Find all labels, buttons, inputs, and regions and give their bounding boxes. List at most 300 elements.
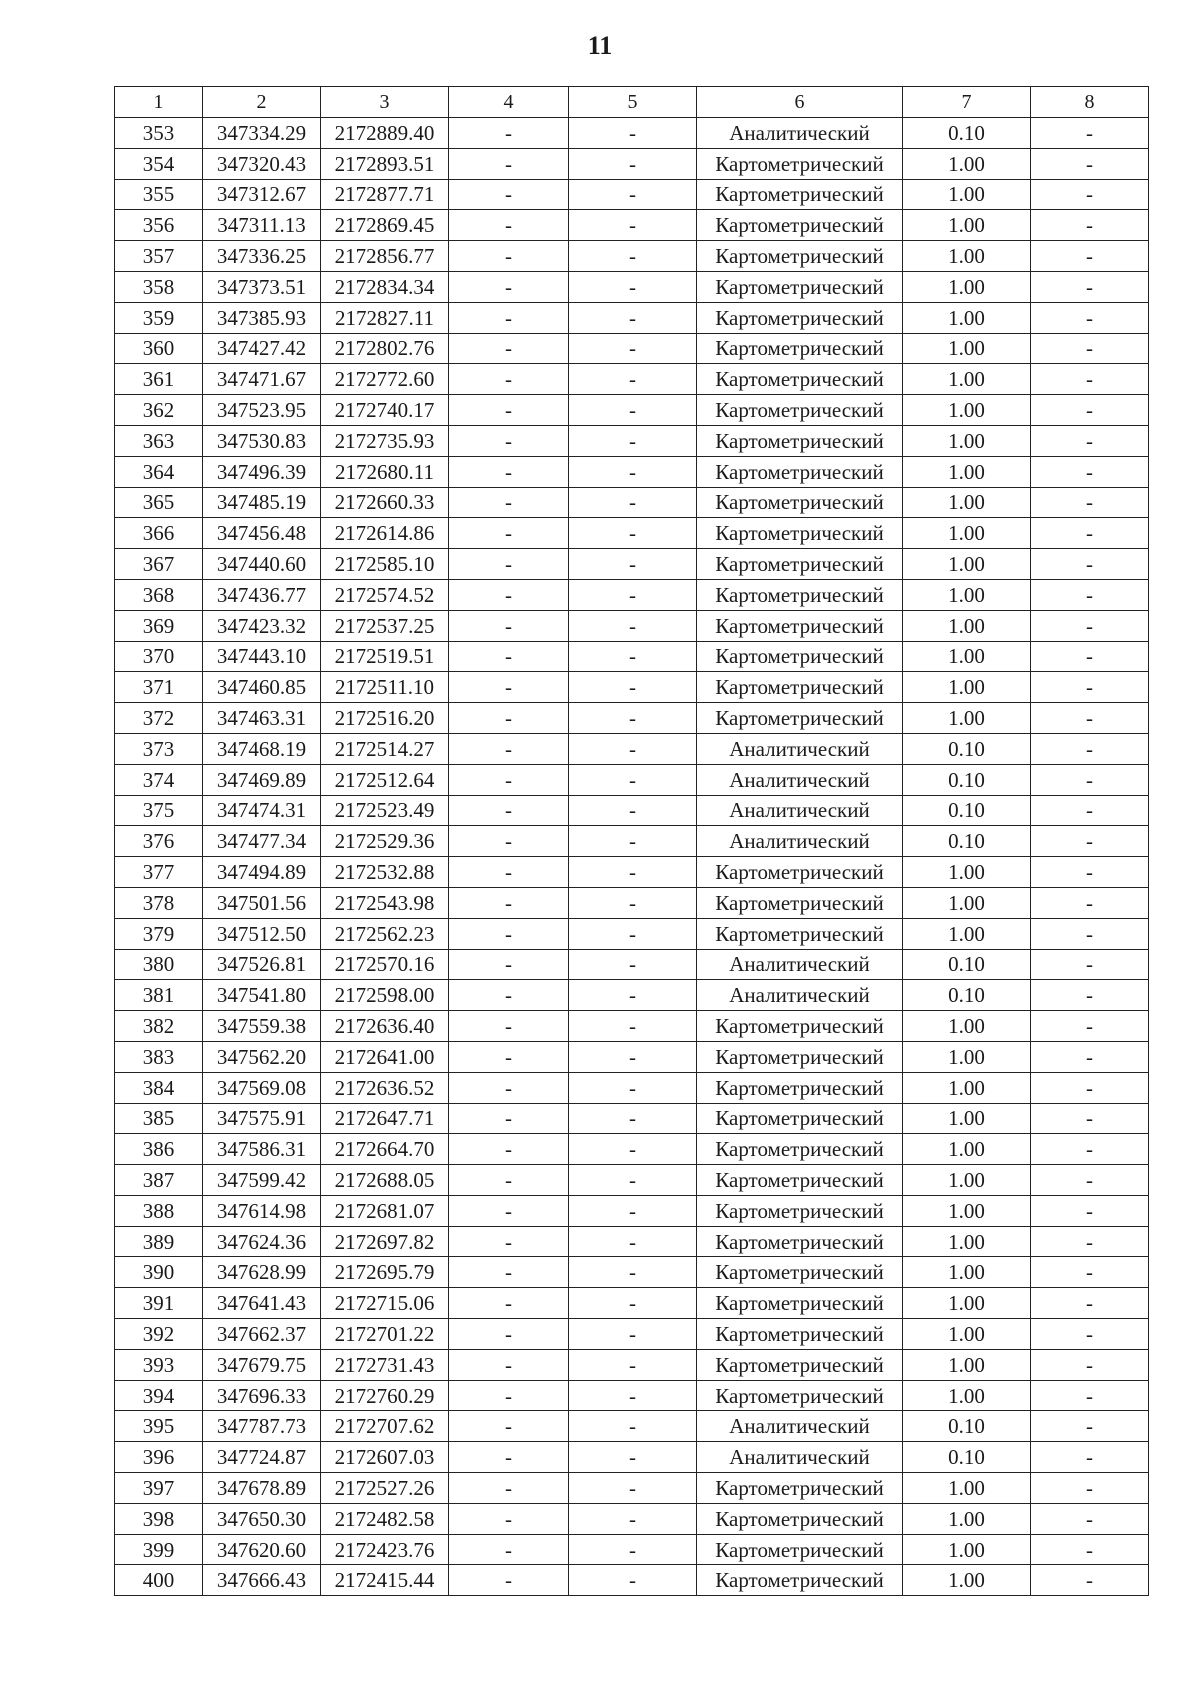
method-cell: Картометрический — [697, 610, 903, 641]
point-number-cell: 387 — [115, 1165, 203, 1196]
x-coordinate-cell: 347440.60 — [203, 549, 321, 580]
accuracy-cell: 1.00 — [903, 1288, 1031, 1319]
x-coordinate-cell: 347586.31 — [203, 1134, 321, 1165]
column-4-cell: - — [449, 764, 569, 795]
y-coordinate-cell: 2172607.03 — [321, 1442, 449, 1473]
column-4-cell: - — [449, 1319, 569, 1350]
table-row — [115, 148, 1149, 179]
table-row — [115, 1534, 1149, 1565]
point-number-cell: 365 — [115, 487, 203, 518]
column-5-cell: - — [569, 1319, 697, 1350]
x-coordinate-cell: 347468.19 — [203, 733, 321, 764]
column-5-cell: - — [569, 949, 697, 980]
column-4-cell: - — [449, 148, 569, 179]
column-5-cell: - — [569, 1503, 697, 1534]
column-4-cell: - — [449, 241, 569, 272]
x-coordinate-cell: 347724.87 — [203, 1442, 321, 1473]
column-4-cell: - — [449, 826, 569, 857]
point-number-cell: 379 — [115, 918, 203, 949]
method-cell: Картометрический — [697, 364, 903, 395]
point-number-cell: 360 — [115, 333, 203, 364]
x-coordinate-cell: 347460.85 — [203, 672, 321, 703]
header-cell: 7 — [903, 87, 1031, 118]
x-coordinate-cell: 347787.73 — [203, 1411, 321, 1442]
y-coordinate-cell: 2172760.29 — [321, 1380, 449, 1411]
point-number-cell: 370 — [115, 641, 203, 672]
table-row — [115, 857, 1149, 888]
point-number-cell: 378 — [115, 887, 203, 918]
accuracy-cell: 1.00 — [903, 1134, 1031, 1165]
method-cell: Аналитический — [697, 1442, 903, 1473]
table-row — [115, 1319, 1149, 1350]
table-row — [115, 518, 1149, 549]
column-4-cell: - — [449, 1565, 569, 1596]
x-coordinate-cell: 347624.36 — [203, 1226, 321, 1257]
point-number-cell: 371 — [115, 672, 203, 703]
accuracy-cell: 1.00 — [903, 1319, 1031, 1350]
column-5-cell: - — [569, 1103, 697, 1134]
y-coordinate-cell: 2172697.82 — [321, 1226, 449, 1257]
column-8-cell: - — [1031, 518, 1149, 549]
table-row — [115, 703, 1149, 734]
column-5-cell: - — [569, 579, 697, 610]
x-coordinate-cell: 347650.30 — [203, 1503, 321, 1534]
accuracy-cell: 1.00 — [903, 518, 1031, 549]
y-coordinate-cell: 2172598.00 — [321, 980, 449, 1011]
y-coordinate-cell: 2172415.44 — [321, 1565, 449, 1596]
column-8-cell: - — [1031, 1257, 1149, 1288]
accuracy-cell: 0.10 — [903, 980, 1031, 1011]
x-coordinate-cell: 347496.39 — [203, 456, 321, 487]
y-coordinate-cell: 2172664.70 — [321, 1134, 449, 1165]
column-4-cell: - — [449, 733, 569, 764]
x-coordinate-cell: 347320.43 — [203, 148, 321, 179]
point-number-cell: 359 — [115, 302, 203, 333]
point-number-cell: 354 — [115, 148, 203, 179]
accuracy-cell: 1.00 — [903, 179, 1031, 210]
column-8-cell: - — [1031, 549, 1149, 580]
accuracy-cell: 1.00 — [903, 456, 1031, 487]
method-cell: Картометрический — [697, 1103, 903, 1134]
accuracy-cell: 1.00 — [903, 333, 1031, 364]
x-coordinate-cell: 347569.08 — [203, 1072, 321, 1103]
table-row — [115, 610, 1149, 641]
point-number-cell: 358 — [115, 271, 203, 302]
table-row — [115, 1011, 1149, 1042]
column-5-cell: - — [569, 1534, 697, 1565]
point-number-cell: 398 — [115, 1503, 203, 1534]
column-4-cell: - — [449, 980, 569, 1011]
point-number-cell: 375 — [115, 795, 203, 826]
column-5-cell: - — [569, 980, 697, 1011]
column-4-cell: - — [449, 1534, 569, 1565]
column-4-cell: - — [449, 1503, 569, 1534]
method-cell: Картометрический — [697, 148, 903, 179]
table-row — [115, 456, 1149, 487]
column-8-cell: - — [1031, 703, 1149, 734]
column-5-cell: - — [569, 887, 697, 918]
column-4-cell: - — [449, 179, 569, 210]
column-4-cell: - — [449, 641, 569, 672]
accuracy-cell: 0.10 — [903, 949, 1031, 980]
table-row — [115, 487, 1149, 518]
y-coordinate-cell: 2172834.34 — [321, 271, 449, 302]
y-coordinate-cell: 2172514.27 — [321, 733, 449, 764]
method-cell: Картометрический — [697, 518, 903, 549]
x-coordinate-cell: 347666.43 — [203, 1565, 321, 1596]
column-4-cell: - — [449, 1411, 569, 1442]
column-8-cell: - — [1031, 857, 1149, 888]
column-5-cell: - — [569, 1473, 697, 1504]
x-coordinate-cell: 347312.67 — [203, 179, 321, 210]
method-cell: Картометрический — [697, 1565, 903, 1596]
y-coordinate-cell: 2172570.16 — [321, 949, 449, 980]
table-row — [115, 241, 1149, 272]
column-4-cell: - — [449, 672, 569, 703]
column-4-cell: - — [449, 549, 569, 580]
x-coordinate-cell: 347456.48 — [203, 518, 321, 549]
column-5-cell: - — [569, 1565, 697, 1596]
table-row — [115, 179, 1149, 210]
accuracy-cell: 0.10 — [903, 1411, 1031, 1442]
column-8-cell: - — [1031, 641, 1149, 672]
accuracy-cell: 1.00 — [903, 1503, 1031, 1534]
point-number-cell: 400 — [115, 1565, 203, 1596]
y-coordinate-cell: 2172641.00 — [321, 1041, 449, 1072]
column-5-cell: - — [569, 918, 697, 949]
column-8-cell: - — [1031, 1380, 1149, 1411]
header-cell: 8 — [1031, 87, 1149, 118]
x-coordinate-cell: 347512.50 — [203, 918, 321, 949]
accuracy-cell: 1.00 — [903, 210, 1031, 241]
column-5-cell: - — [569, 302, 697, 333]
point-number-cell: 362 — [115, 395, 203, 426]
column-8-cell: - — [1031, 918, 1149, 949]
y-coordinate-cell: 2172537.25 — [321, 610, 449, 641]
point-number-cell: 391 — [115, 1288, 203, 1319]
y-coordinate-cell: 2172740.17 — [321, 395, 449, 426]
method-cell: Картометрический — [697, 918, 903, 949]
point-number-cell: 388 — [115, 1195, 203, 1226]
header-cell: 6 — [697, 87, 903, 118]
point-number-cell: 390 — [115, 1257, 203, 1288]
column-8-cell: - — [1031, 1041, 1149, 1072]
column-5-cell: - — [569, 1195, 697, 1226]
y-coordinate-cell: 2172701.22 — [321, 1319, 449, 1350]
method-cell: Картометрический — [697, 1226, 903, 1257]
column-5-cell: - — [569, 179, 697, 210]
y-coordinate-cell: 2172527.26 — [321, 1473, 449, 1504]
coordinates-table — [114, 86, 1149, 1596]
accuracy-cell: 0.10 — [903, 764, 1031, 795]
column-8-cell: - — [1031, 1473, 1149, 1504]
accuracy-cell: 1.00 — [903, 302, 1031, 333]
method-cell: Аналитический — [697, 118, 903, 149]
x-coordinate-cell: 347562.20 — [203, 1041, 321, 1072]
method-cell: Картометрический — [697, 857, 903, 888]
column-5-cell: - — [569, 857, 697, 888]
column-8-cell: - — [1031, 148, 1149, 179]
column-8-cell: - — [1031, 364, 1149, 395]
column-5-cell: - — [569, 1165, 697, 1196]
point-number-cell: 381 — [115, 980, 203, 1011]
point-number-cell: 386 — [115, 1134, 203, 1165]
column-4-cell: - — [449, 887, 569, 918]
y-coordinate-cell: 2172827.11 — [321, 302, 449, 333]
method-cell: Аналитический — [697, 795, 903, 826]
column-4-cell: - — [449, 210, 569, 241]
y-coordinate-cell: 2172519.51 — [321, 641, 449, 672]
column-8-cell: - — [1031, 1288, 1149, 1319]
column-4-cell: - — [449, 1134, 569, 1165]
column-8-cell: - — [1031, 333, 1149, 364]
column-4-cell: - — [449, 456, 569, 487]
method-cell: Аналитический — [697, 1411, 903, 1442]
column-5-cell: - — [569, 764, 697, 795]
column-8-cell: - — [1031, 1349, 1149, 1380]
method-cell: Картометрический — [697, 1288, 903, 1319]
x-coordinate-cell: 347530.83 — [203, 425, 321, 456]
column-5-cell: - — [569, 1411, 697, 1442]
point-number-cell: 374 — [115, 764, 203, 795]
point-number-cell: 394 — [115, 1380, 203, 1411]
table-row — [115, 887, 1149, 918]
x-coordinate-cell: 347471.67 — [203, 364, 321, 395]
column-5-cell: - — [569, 641, 697, 672]
column-8-cell: - — [1031, 395, 1149, 426]
point-number-cell: 353 — [115, 118, 203, 149]
method-cell: Аналитический — [697, 764, 903, 795]
column-8-cell: - — [1031, 487, 1149, 518]
column-4-cell: - — [449, 1011, 569, 1042]
accuracy-cell: 1.00 — [903, 1226, 1031, 1257]
point-number-cell: 361 — [115, 364, 203, 395]
table-row — [115, 395, 1149, 426]
column-4-cell: - — [449, 118, 569, 149]
method-cell: Картометрический — [697, 1134, 903, 1165]
column-4-cell: - — [449, 302, 569, 333]
point-number-cell: 385 — [115, 1103, 203, 1134]
column-4-cell: - — [449, 1442, 569, 1473]
y-coordinate-cell: 2172529.36 — [321, 826, 449, 857]
y-coordinate-cell: 2172512.64 — [321, 764, 449, 795]
y-coordinate-cell: 2172532.88 — [321, 857, 449, 888]
accuracy-cell: 1.00 — [903, 1103, 1031, 1134]
column-8-cell: - — [1031, 579, 1149, 610]
point-number-cell: 364 — [115, 456, 203, 487]
column-5-cell: - — [569, 610, 697, 641]
accuracy-cell: 1.00 — [903, 887, 1031, 918]
accuracy-cell: 1.00 — [903, 148, 1031, 179]
y-coordinate-cell: 2172893.51 — [321, 148, 449, 179]
y-coordinate-cell: 2172585.10 — [321, 549, 449, 580]
y-coordinate-cell: 2172731.43 — [321, 1349, 449, 1380]
method-cell: Картометрический — [697, 241, 903, 272]
accuracy-cell: 0.10 — [903, 733, 1031, 764]
table-row — [115, 1565, 1149, 1596]
column-4-cell: - — [449, 1288, 569, 1319]
method-cell: Картометрический — [697, 579, 903, 610]
method-cell: Картометрический — [697, 1011, 903, 1042]
table-row — [115, 1349, 1149, 1380]
method-cell: Картометрический — [697, 1473, 903, 1504]
point-number-cell: 380 — [115, 949, 203, 980]
y-coordinate-cell: 2172574.52 — [321, 579, 449, 610]
x-coordinate-cell: 347599.42 — [203, 1165, 321, 1196]
point-number-cell: 395 — [115, 1411, 203, 1442]
point-number-cell: 382 — [115, 1011, 203, 1042]
column-4-cell: - — [449, 918, 569, 949]
x-coordinate-cell: 347523.95 — [203, 395, 321, 426]
y-coordinate-cell: 2172647.71 — [321, 1103, 449, 1134]
column-8-cell: - — [1031, 1411, 1149, 1442]
column-8-cell: - — [1031, 241, 1149, 272]
table-header-row — [115, 87, 1149, 118]
column-4-cell: - — [449, 1041, 569, 1072]
accuracy-cell: 1.00 — [903, 641, 1031, 672]
column-5-cell: - — [569, 1442, 697, 1473]
accuracy-cell: 1.00 — [903, 1534, 1031, 1565]
column-4-cell: - — [449, 703, 569, 734]
table-row — [115, 549, 1149, 580]
column-8-cell: - — [1031, 271, 1149, 302]
table-row — [115, 425, 1149, 456]
column-8-cell: - — [1031, 887, 1149, 918]
method-cell: Картометрический — [697, 1380, 903, 1411]
table-row — [115, 733, 1149, 764]
column-5-cell: - — [569, 1349, 697, 1380]
y-coordinate-cell: 2172562.23 — [321, 918, 449, 949]
x-coordinate-cell: 347679.75 — [203, 1349, 321, 1380]
y-coordinate-cell: 2172707.62 — [321, 1411, 449, 1442]
table-row — [115, 271, 1149, 302]
table-row — [115, 1134, 1149, 1165]
accuracy-cell: 0.10 — [903, 795, 1031, 826]
method-cell: Картометрический — [697, 456, 903, 487]
x-coordinate-cell: 347373.51 — [203, 271, 321, 302]
column-8-cell: - — [1031, 980, 1149, 1011]
column-5-cell: - — [569, 795, 697, 826]
table-row — [115, 1257, 1149, 1288]
point-number-cell: 383 — [115, 1041, 203, 1072]
method-cell: Картометрический — [697, 641, 903, 672]
column-8-cell: - — [1031, 1319, 1149, 1350]
column-5-cell: - — [569, 487, 697, 518]
table-row — [115, 302, 1149, 333]
column-4-cell: - — [449, 364, 569, 395]
table-row — [115, 1041, 1149, 1072]
column-5-cell: - — [569, 826, 697, 857]
y-coordinate-cell: 2172614.86 — [321, 518, 449, 549]
column-4-cell: - — [449, 395, 569, 426]
point-number-cell: 355 — [115, 179, 203, 210]
accuracy-cell: 1.00 — [903, 857, 1031, 888]
column-4-cell: - — [449, 1257, 569, 1288]
point-number-cell: 384 — [115, 1072, 203, 1103]
column-5-cell: - — [569, 333, 697, 364]
column-4-cell: - — [449, 1165, 569, 1196]
method-cell: Картометрический — [697, 1165, 903, 1196]
accuracy-cell: 1.00 — [903, 610, 1031, 641]
column-5-cell: - — [569, 148, 697, 179]
column-5-cell: - — [569, 271, 697, 302]
x-coordinate-cell: 347469.89 — [203, 764, 321, 795]
table-row — [115, 1288, 1149, 1319]
accuracy-cell: 1.00 — [903, 1072, 1031, 1103]
y-coordinate-cell: 2172735.93 — [321, 425, 449, 456]
column-8-cell: - — [1031, 302, 1149, 333]
table-row — [115, 1165, 1149, 1196]
table-row — [115, 949, 1149, 980]
method-cell: Картометрический — [697, 672, 903, 703]
method-cell: Картометрический — [697, 271, 903, 302]
point-number-cell: 369 — [115, 610, 203, 641]
table-row — [115, 1380, 1149, 1411]
column-5-cell: - — [569, 1041, 697, 1072]
point-number-cell: 372 — [115, 703, 203, 734]
y-coordinate-cell: 2172680.11 — [321, 456, 449, 487]
x-coordinate-cell: 347427.42 — [203, 333, 321, 364]
column-8-cell: - — [1031, 210, 1149, 241]
accuracy-cell: 1.00 — [903, 918, 1031, 949]
y-coordinate-cell: 2172482.58 — [321, 1503, 449, 1534]
column-4-cell: - — [449, 1473, 569, 1504]
method-cell: Картометрический — [697, 887, 903, 918]
column-8-cell: - — [1031, 795, 1149, 826]
column-5-cell: - — [569, 1226, 697, 1257]
method-cell: Картометрический — [697, 703, 903, 734]
column-4-cell: - — [449, 1226, 569, 1257]
point-number-cell: 357 — [115, 241, 203, 272]
column-4-cell: - — [449, 610, 569, 641]
column-8-cell: - — [1031, 826, 1149, 857]
method-cell: Аналитический — [697, 980, 903, 1011]
column-4-cell: - — [449, 487, 569, 518]
column-4-cell: - — [449, 1380, 569, 1411]
table-row — [115, 1442, 1149, 1473]
column-4-cell: - — [449, 1349, 569, 1380]
column-8-cell: - — [1031, 1195, 1149, 1226]
header-cell: 2 — [203, 87, 321, 118]
accuracy-cell: 0.10 — [903, 118, 1031, 149]
method-cell: Картометрический — [697, 1257, 903, 1288]
x-coordinate-cell: 347501.56 — [203, 887, 321, 918]
method-cell: Аналитический — [697, 733, 903, 764]
accuracy-cell: 1.00 — [903, 271, 1031, 302]
column-4-cell: - — [449, 857, 569, 888]
table-row — [115, 795, 1149, 826]
column-5-cell: - — [569, 1134, 697, 1165]
method-cell: Картометрический — [697, 425, 903, 456]
column-8-cell: - — [1031, 672, 1149, 703]
accuracy-cell: 1.00 — [903, 579, 1031, 610]
accuracy-cell: 1.00 — [903, 1041, 1031, 1072]
y-coordinate-cell: 2172423.76 — [321, 1534, 449, 1565]
column-5-cell: - — [569, 210, 697, 241]
method-cell: Картометрический — [697, 1503, 903, 1534]
method-cell: Картометрический — [697, 210, 903, 241]
column-5-cell: - — [569, 703, 697, 734]
x-coordinate-cell: 347678.89 — [203, 1473, 321, 1504]
column-8-cell: - — [1031, 425, 1149, 456]
method-cell: Картометрический — [697, 1534, 903, 1565]
accuracy-cell: 1.00 — [903, 1195, 1031, 1226]
column-4-cell: - — [449, 1072, 569, 1103]
y-coordinate-cell: 2172772.60 — [321, 364, 449, 395]
column-4-cell: - — [449, 949, 569, 980]
point-number-cell: 396 — [115, 1442, 203, 1473]
column-5-cell: - — [569, 672, 697, 703]
